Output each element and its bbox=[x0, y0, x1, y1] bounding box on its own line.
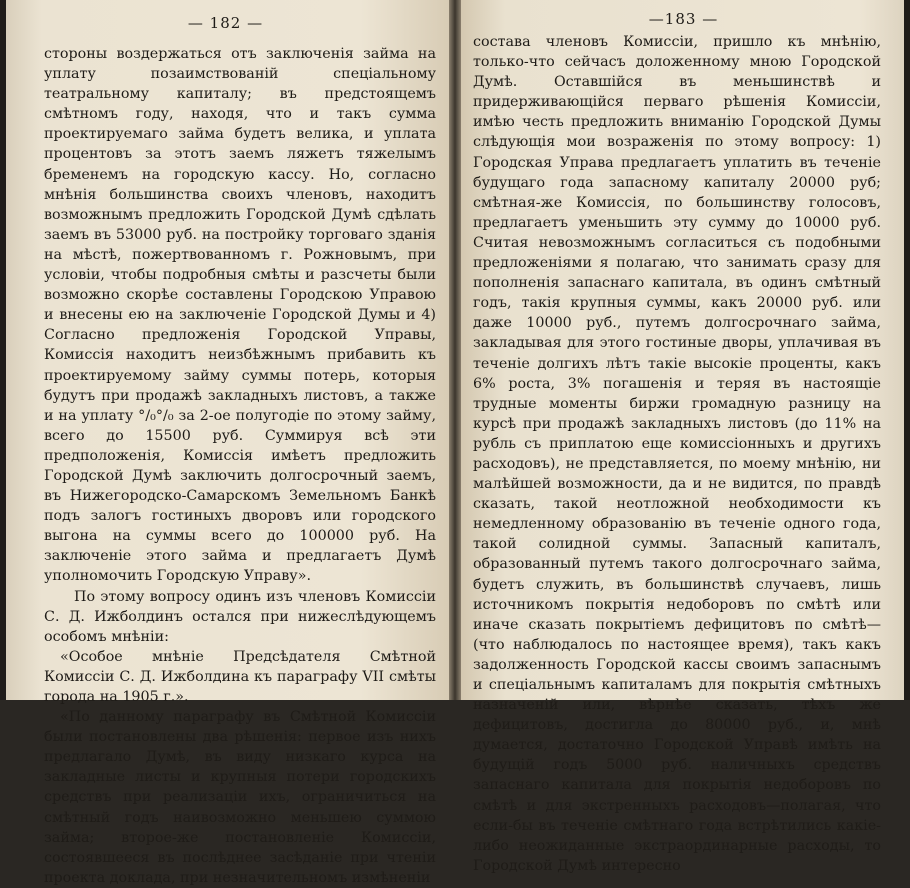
left-page-text bbox=[44, 44, 436, 888]
paragraph: «По данному параграфу въ Смѣтной Комиссіи были постановлены два рѣшенія: первое изъ нихъ предлагало Думѣ, въ виду низкаго курса на закладные листы и крупныя потери городскихъ средствъ при реализаціи ихъ, ограничиться на смѣтный годъ наивозможно меньшею суммою займа; второе-же постановленіе Комиссіи, состоявшееся въ послѣднее засѣданіе при чтеніи проекта доклада, при незначительномъ измѣненіи bbox=[44, 709, 436, 886]
paragraph: состава членовъ Комиссіи, пришло къ мнѣнію, только-что сейчасъ доложенному мною Городской Думѣ. Оставшійся въ меньшинствѣ и придерживающійся перваго рѣшенія Комиссіи, имѣю честь предложить вниманію Городской Думы слѣдующія мои возраженія по этому вопросу: 1) Городская Управа предлагаетъ уплатить въ теченіе будущаго года запасному капиталу 20000 руб; смѣтная-же Комиссія, по большинству голосовъ, предлагаетъ уменьшить эту сумму до 10000 руб. Считая невозможнымъ согласиться съ подобными предложеніями я полагаю, что занимать сразу для пополненія запаснаго капитала, въ одинъ смѣтный годъ, такія крупныя суммы, какъ 20000 руб. или даже 10000 руб., путемъ долгосрочнаго займа, закладывая для этого гостиные дворы, уплачивая въ теченіе долгихъ лѣтъ такіе высокіе проценты, какъ 6% роста, 3% погашенія и теряя въ настоящіе трудные моменты биржи громадную разницу на курсѣ при продажѣ закладныхъ листовъ (до 11% на рубль съ приплатою еще комиссіонныхъ и другихъ расходовъ), не представляется, по моему мнѣнію, ни малѣйшей возможности, да и не видится, по правдѣ сказать, такой неотложной необходимости къ немедленному образованію въ теченіе одного года, такой солидной суммы. Запасный капиталъ, образованный путемъ такого долгосрочнаго займа, будетъ служить, въ большинствѣ случаевъ, лишь источникомъ покрытія недоборовъ по смѣтѣ или иначе сказать покрытіемъ дефицитовъ по смѣтѣ—(что наблюдалось по настоящее время), такъ какъ задолженность Городской кассы своимъ запаснымъ и спеціальнымъ капиталамъ для покрытія смѣтныхъ назначеній или, вѣрнѣе сказать, тѣхъ же дефицитовъ, достигла до 80000 руб., и, мнѣ думается, достаточно Городской Управѣ имѣть на будущій годъ 5000 руб. наличныхъ средствъ запаснаго капитала для покрытія недоборовъ по смѣтѣ и для экстренныхъ расходовъ—полагая, что если-бы въ теченіе смѣтнаго года встрѣтились какіе-либо неожиданные экстраординарные расходы, то Городской Думѣ интересно bbox=[473, 34, 881, 874]
right-page-text bbox=[473, 32, 881, 876]
paragraph: По этому вопросу одинъ изъ членовъ Комиссіи С. Д. Ижболдинъ остался при нижеслѣдующемъ особомъ мнѣніи: bbox=[44, 588, 436, 645]
paragraph: стороны воздержаться отъ заключенія займа на уплату позаимствованій спеціальному театральному капиталу; въ предстоящемъ смѣтномъ году, находя, что и такъ сумма проектируемаго займа будетъ велика, и уплата процентовъ за этотъ заемъ ляжетъ тяжелымъ бременемъ на городскую кассу. Но, согласно мнѣнія большинства своихъ членовъ, находитъ возможнымъ предложить Городской Думѣ сдѣлать заемъ въ 53000 руб. на постройку торговаго зданія на мѣстѣ, пожертвованномъ г. Рожновымъ, при условіи, чтобы подробныя смѣты и разсчеты были возможно скорѣе составлены Городскою Управою и внесены ею на заключеніе Городской Думы и 4) Согласно предложенія Городской Управы, Комиссія находитъ неизбѣжнымъ прибавить къ проектируемому займу суммы потерь, которыя будутъ при продажѣ закладныхъ листовъ, а также и на уплату °/₀°/₀ за 2-ое полугодіе по этому займу, всего до 15500 руб. Суммируя всѣ эти предположенія, Комиссія имѣетъ предложить Городской Думѣ заключить долгосрочный заемъ, въ Нижегородско-Самарскомъ Земельномъ Банкѣ подъ залогъ гостиныхъ дворовъ или городского выгона на суммы всего до 100000 руб. На заключеніе этого займа и предлагаетъ Думѣ уполномочить Городскую Управу». bbox=[44, 46, 436, 585]
page-number-left: — 182 — bbox=[187, 14, 264, 32]
right-page bbox=[461, 0, 904, 874]
paragraph: «Особое мнѣніе Предсѣдателя Смѣтной Комиссіи С. Д. Ижболдина къ параграфу VII смѣты города на 1905 г.». bbox=[44, 648, 436, 705]
page-number-right: —183 — bbox=[648, 10, 719, 28]
left-page bbox=[6, 0, 449, 886]
book-gutter bbox=[449, 0, 461, 700]
